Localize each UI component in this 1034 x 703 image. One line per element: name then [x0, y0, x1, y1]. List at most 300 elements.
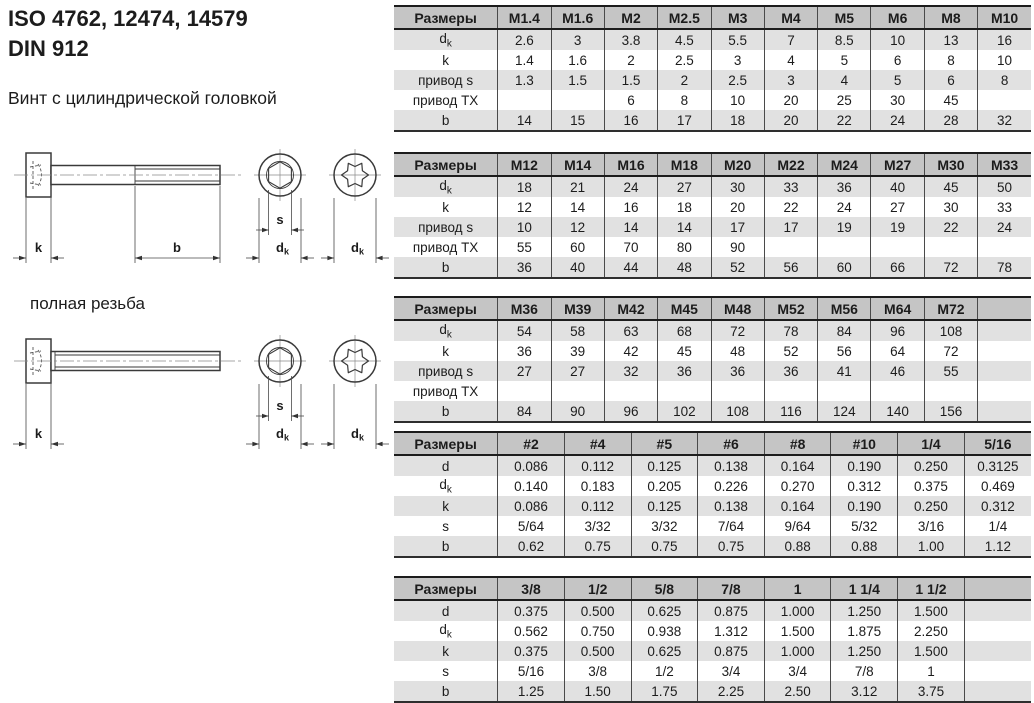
value-cell: 2.250	[898, 621, 965, 641]
size-column-header: M6	[871, 6, 924, 29]
value-cell: 8	[924, 50, 977, 70]
value-cell: 9/64	[764, 516, 831, 536]
value-cell: 1.75	[631, 681, 698, 702]
row-label: k	[442, 199, 449, 215]
value-cell	[818, 237, 871, 257]
size-column-header: M72	[924, 297, 977, 320]
value-cell: 55	[924, 361, 977, 381]
size-column-header: M20	[711, 153, 764, 176]
value-cell: 0.75	[631, 536, 698, 557]
value-cell: 0.375	[498, 600, 565, 621]
value-cell	[978, 237, 1031, 257]
value-cell: 46	[871, 361, 924, 381]
value-cell: 14	[658, 217, 711, 237]
value-cell	[978, 401, 1031, 422]
value-cell: 33	[764, 176, 817, 197]
value-cell	[964, 641, 1031, 661]
value-cell: 24	[818, 197, 871, 217]
value-cell: 108	[924, 320, 977, 341]
value-cell: 25	[818, 90, 871, 110]
value-cell: 0.312	[964, 496, 1031, 516]
value-cell: 7/64	[698, 516, 765, 536]
value-cell: 2.50	[764, 681, 831, 702]
value-cell: 0.375	[498, 641, 565, 661]
value-cell: 16	[604, 197, 657, 217]
size-column-header: M30	[924, 153, 977, 176]
dim-label-dk: dk	[276, 426, 289, 443]
size-column-header: M33	[978, 153, 1031, 176]
dim-label-k: k	[34, 426, 43, 441]
value-cell: 5/32	[831, 516, 898, 536]
table-corner-header: Размеры	[394, 432, 498, 455]
value-cell: 60	[551, 237, 604, 257]
value-cell: 8	[658, 90, 711, 110]
size-column-header: M2	[604, 6, 657, 29]
value-cell	[711, 381, 764, 401]
row-label: привод s	[418, 363, 474, 379]
dimension-table-5	[394, 576, 1031, 703]
value-cell: 36	[711, 361, 764, 381]
value-cell: 12	[498, 197, 551, 217]
value-cell: 1.00	[898, 536, 965, 557]
size-column-header: M64	[871, 297, 924, 320]
size-column-header	[964, 577, 1031, 600]
row-label: k	[442, 643, 449, 659]
size-column-header: M2.5	[658, 6, 711, 29]
value-cell: 36	[818, 176, 871, 197]
value-cell: 30	[871, 90, 924, 110]
value-cell: 18	[498, 176, 551, 197]
row-label: $d_k$	[439, 177, 452, 197]
page-title	[8, 4, 248, 64]
value-cell	[498, 381, 551, 401]
size-column-header: M56	[818, 297, 871, 320]
value-cell: 24	[978, 217, 1031, 237]
value-cell: 0.375	[898, 476, 965, 496]
row-label: привод TX	[412, 383, 479, 399]
value-cell: 0.62	[498, 536, 565, 557]
value-cell: 1.875	[831, 621, 898, 641]
value-cell: 20	[711, 197, 764, 217]
row-label: s	[442, 663, 449, 679]
value-cell: 3/4	[698, 661, 765, 681]
value-cell: 28	[924, 110, 977, 131]
value-cell: 0.250	[898, 496, 965, 516]
value-cell: 18	[658, 197, 711, 217]
value-cell: 78	[978, 257, 1031, 278]
value-cell: 0.88	[831, 536, 898, 557]
value-cell: 0.875	[698, 600, 765, 621]
value-cell	[604, 381, 657, 401]
value-cell: 66	[871, 257, 924, 278]
value-cell: 0.3125	[964, 455, 1031, 476]
product-subtitle: Винт с цилиндрической головкой	[8, 88, 277, 108]
value-cell: 36	[498, 257, 551, 278]
value-cell: 96	[871, 320, 924, 341]
size-column-header: #4	[564, 432, 631, 455]
value-cell: 0.086	[498, 496, 565, 516]
value-cell	[964, 661, 1031, 681]
value-cell: 63	[604, 320, 657, 341]
value-cell: 16	[604, 110, 657, 131]
size-column-header: M10	[978, 6, 1031, 29]
size-column-header	[978, 297, 1031, 320]
value-cell: 6	[924, 70, 977, 90]
size-column-header: #2	[498, 432, 565, 455]
value-cell: 30	[711, 176, 764, 197]
value-cell: 6	[871, 50, 924, 70]
size-column-header: M36	[498, 297, 551, 320]
value-cell: 18	[711, 110, 764, 131]
value-cell: 156	[924, 401, 977, 422]
size-column-header: 7/8	[698, 577, 765, 600]
size-column-header: M8	[924, 6, 977, 29]
size-column-header: 5/8	[631, 577, 698, 600]
value-cell: 17	[711, 217, 764, 237]
value-cell	[978, 90, 1031, 110]
size-column-header: M48	[711, 297, 764, 320]
value-cell: 3/32	[564, 516, 631, 536]
size-column-header: M1.4	[498, 6, 551, 29]
value-cell: 1.50	[564, 681, 631, 702]
size-column-header: M45	[658, 297, 711, 320]
value-cell: 0.190	[831, 496, 898, 516]
row-label: b	[441, 112, 450, 128]
value-cell: 42	[604, 341, 657, 361]
value-cell: 14	[551, 197, 604, 217]
value-cell: 2.6	[498, 29, 551, 50]
value-cell: 0.270	[764, 476, 831, 496]
value-cell: 1.250	[831, 641, 898, 661]
value-cell: 78	[764, 320, 817, 341]
size-column-header: 3/8	[498, 577, 565, 600]
value-cell: 80	[658, 237, 711, 257]
value-cell	[658, 381, 711, 401]
value-cell	[978, 381, 1031, 401]
dimension-table-1	[394, 5, 1031, 132]
value-cell: 1.500	[764, 621, 831, 641]
value-cell: 24	[604, 176, 657, 197]
dim-label-s: s	[276, 398, 284, 413]
size-column-header: M4	[764, 6, 817, 29]
value-cell: 90	[711, 237, 764, 257]
value-cell: 1.000	[764, 600, 831, 621]
row-label: b	[441, 403, 450, 419]
value-cell: 1.12	[964, 536, 1031, 557]
value-cell: 0.183	[564, 476, 631, 496]
row-label: d	[441, 603, 450, 619]
value-cell: 1.312	[698, 621, 765, 641]
value-cell: 12	[551, 217, 604, 237]
value-cell: 5/64	[498, 516, 565, 536]
row-label: k	[442, 52, 449, 68]
value-cell: 3/8	[564, 661, 631, 681]
value-cell: 72	[924, 257, 977, 278]
value-cell	[964, 681, 1031, 702]
size-column-header: M1.6	[551, 6, 604, 29]
value-cell: 0.500	[564, 600, 631, 621]
value-cell: 24	[871, 110, 924, 131]
size-column-header: M5	[818, 6, 871, 29]
value-cell: 1.4	[498, 50, 551, 70]
value-cell: 14	[498, 110, 551, 131]
value-cell: 27	[498, 361, 551, 381]
value-cell: 3.8	[604, 29, 657, 50]
value-cell: 39	[551, 341, 604, 361]
value-cell: 0.75	[698, 536, 765, 557]
size-column-header: M12	[498, 153, 551, 176]
dimension-table-3	[394, 296, 1031, 423]
value-cell: 84	[818, 320, 871, 341]
value-cell: 96	[604, 401, 657, 422]
value-cell: 6	[604, 90, 657, 110]
value-cell: 3/4	[764, 661, 831, 681]
value-cell	[924, 381, 977, 401]
row-label: b	[441, 259, 450, 275]
value-cell: 1.25	[498, 681, 565, 702]
screw-drawing-partial-thread	[8, 140, 393, 290]
dim-label-dk: dk	[351, 240, 364, 257]
value-cell: 1.6	[551, 50, 604, 70]
size-column-header: 1	[764, 577, 831, 600]
size-column-header: 1 1/2	[898, 577, 965, 600]
value-cell: 0.875	[698, 641, 765, 661]
size-column-header: M42	[604, 297, 657, 320]
value-cell: 0.562	[498, 621, 565, 641]
value-cell: 27	[551, 361, 604, 381]
value-cell: 13	[924, 29, 977, 50]
value-cell: 41	[818, 361, 871, 381]
value-cell: 84	[498, 401, 551, 422]
row-label: $d_k$	[439, 321, 452, 341]
value-cell: 32	[978, 110, 1031, 131]
size-column-header: M3	[711, 6, 764, 29]
table-corner-header: Размеры	[394, 153, 498, 176]
size-column-header: 5/16	[964, 432, 1031, 455]
value-cell	[871, 381, 924, 401]
value-cell: 0.205	[631, 476, 698, 496]
value-cell: 27	[658, 176, 711, 197]
value-cell	[764, 237, 817, 257]
value-cell: 1.500	[898, 600, 965, 621]
value-cell: 90	[551, 401, 604, 422]
value-cell: 1.5	[604, 70, 657, 90]
size-column-header: M39	[551, 297, 604, 320]
value-cell: 2	[604, 50, 657, 70]
value-cell: 0.469	[964, 476, 1031, 496]
value-cell: 68	[658, 320, 711, 341]
value-cell	[964, 600, 1031, 621]
value-cell: 33	[978, 197, 1031, 217]
value-cell: 102	[658, 401, 711, 422]
value-cell: 3.12	[831, 681, 898, 702]
table-corner-header: Размеры	[394, 577, 498, 600]
size-column-header: M27	[871, 153, 924, 176]
value-cell: 0.625	[631, 600, 698, 621]
value-cell: 124	[818, 401, 871, 422]
value-cell: 108	[711, 401, 764, 422]
value-cell: 8	[978, 70, 1031, 90]
value-cell: 3/32	[631, 516, 698, 536]
value-cell	[964, 621, 1031, 641]
value-cell: 48	[658, 257, 711, 278]
value-cell: 45	[924, 90, 977, 110]
value-cell: 60	[818, 257, 871, 278]
value-cell: 2	[658, 70, 711, 90]
value-cell: 2.25	[698, 681, 765, 702]
value-cell: 22	[818, 110, 871, 131]
value-cell: 1/4	[964, 516, 1031, 536]
title-din-standard: DIN 912	[8, 36, 89, 61]
size-column-header: #5	[631, 432, 698, 455]
value-cell: 45	[658, 341, 711, 361]
value-cell: 0.88	[764, 536, 831, 557]
value-cell: 19	[818, 217, 871, 237]
value-cell: 54	[498, 320, 551, 341]
value-cell: 72	[924, 341, 977, 361]
value-cell: 3	[764, 70, 817, 90]
value-cell: 55	[498, 237, 551, 257]
value-cell: 4	[764, 50, 817, 70]
row-label: $d_k$	[439, 30, 452, 50]
value-cell: 50	[978, 176, 1031, 197]
table-corner-header: Размеры	[394, 297, 498, 320]
value-cell: 0.125	[631, 496, 698, 516]
row-label: b	[441, 683, 450, 699]
value-cell: 0.140	[498, 476, 565, 496]
value-cell	[764, 381, 817, 401]
value-cell: 1.250	[831, 600, 898, 621]
value-cell	[924, 237, 977, 257]
value-cell: 56	[764, 257, 817, 278]
value-cell: 1.000	[764, 641, 831, 661]
value-cell: 4.5	[658, 29, 711, 50]
value-cell: 30	[924, 197, 977, 217]
value-cell: 19	[871, 217, 924, 237]
size-column-header: #10	[831, 432, 898, 455]
value-cell: 15	[551, 110, 604, 131]
value-cell: 0.938	[631, 621, 698, 641]
value-cell: 20	[764, 110, 817, 131]
value-cell: 48	[711, 341, 764, 361]
value-cell: 7/8	[831, 661, 898, 681]
value-cell: 52	[711, 257, 764, 278]
size-column-header: 1 1/4	[831, 577, 898, 600]
value-cell	[871, 237, 924, 257]
value-cell: 3	[711, 50, 764, 70]
value-cell: 10	[711, 90, 764, 110]
dim-label-dk: dk	[276, 240, 289, 257]
value-cell	[978, 320, 1031, 341]
value-cell: 0.112	[564, 455, 631, 476]
value-cell: 45	[924, 176, 977, 197]
value-cell: 0.138	[698, 455, 765, 476]
value-cell	[818, 381, 871, 401]
value-cell: 40	[871, 176, 924, 197]
value-cell: 1	[898, 661, 965, 681]
value-cell: 5/16	[498, 661, 565, 681]
value-cell: 32	[604, 361, 657, 381]
title-iso-standards: ISO 4762, 12474, 14579	[8, 6, 248, 31]
dim-label-dk: dk	[351, 426, 364, 443]
value-cell: 36	[764, 361, 817, 381]
value-cell: 20	[764, 90, 817, 110]
value-cell: 36	[498, 341, 551, 361]
left-panel	[0, 0, 392, 703]
value-cell: 0.086	[498, 455, 565, 476]
size-column-header: #6	[698, 432, 765, 455]
value-cell: 0.750	[564, 621, 631, 641]
dimension-table-2	[394, 152, 1031, 279]
value-cell: 0.164	[764, 455, 831, 476]
value-cell: 0.226	[698, 476, 765, 496]
value-cell: 1/2	[631, 661, 698, 681]
value-cell: 27	[871, 197, 924, 217]
value-cell: 1.500	[898, 641, 965, 661]
value-cell: 2.5	[711, 70, 764, 90]
value-cell	[551, 381, 604, 401]
row-label: k	[442, 498, 449, 514]
screw-drawing-full-thread	[8, 326, 393, 476]
dim-label-b: b	[173, 240, 181, 255]
value-cell	[978, 361, 1031, 381]
value-cell: 2.5	[658, 50, 711, 70]
value-cell: 10	[978, 50, 1031, 70]
size-column-header: M22	[764, 153, 817, 176]
value-cell: 3.75	[898, 681, 965, 702]
value-cell	[551, 90, 604, 110]
value-cell: 21	[551, 176, 604, 197]
value-cell: 0.312	[831, 476, 898, 496]
value-cell	[978, 341, 1031, 361]
full-thread-note: полная резьба	[30, 294, 145, 313]
value-cell: 116	[764, 401, 817, 422]
row-label: s	[442, 518, 449, 534]
row-label: привод s	[418, 72, 474, 88]
value-cell: 0.138	[698, 496, 765, 516]
value-cell: 14	[604, 217, 657, 237]
value-cell: 3	[551, 29, 604, 50]
size-column-header: M14	[551, 153, 604, 176]
dim-label-s: s	[276, 212, 284, 227]
value-cell: 22	[924, 217, 977, 237]
value-cell: 3/16	[898, 516, 965, 536]
value-cell: 0.625	[631, 641, 698, 661]
value-cell	[498, 90, 551, 110]
value-cell: 140	[871, 401, 924, 422]
value-cell: 8.5	[818, 29, 871, 50]
value-cell: 1.3	[498, 70, 551, 90]
value-cell: 5	[871, 70, 924, 90]
value-cell: 5	[818, 50, 871, 70]
size-column-header: 1/2	[564, 577, 631, 600]
value-cell: 56	[818, 341, 871, 361]
dim-label-k: k	[34, 240, 43, 255]
value-cell: 0.164	[764, 496, 831, 516]
value-cell: 10	[871, 29, 924, 50]
value-cell: 70	[604, 237, 657, 257]
value-cell: 4	[818, 70, 871, 90]
row-label: $d_k$	[439, 621, 452, 641]
value-cell: 0.500	[564, 641, 631, 661]
row-label: привод TX	[412, 92, 479, 108]
row-label: k	[442, 343, 449, 359]
value-cell: 0.75	[564, 536, 631, 557]
size-column-header: 1/4	[898, 432, 965, 455]
value-cell: 5.5	[711, 29, 764, 50]
value-cell: 1.5	[551, 70, 604, 90]
row-label: привод s	[418, 219, 474, 235]
